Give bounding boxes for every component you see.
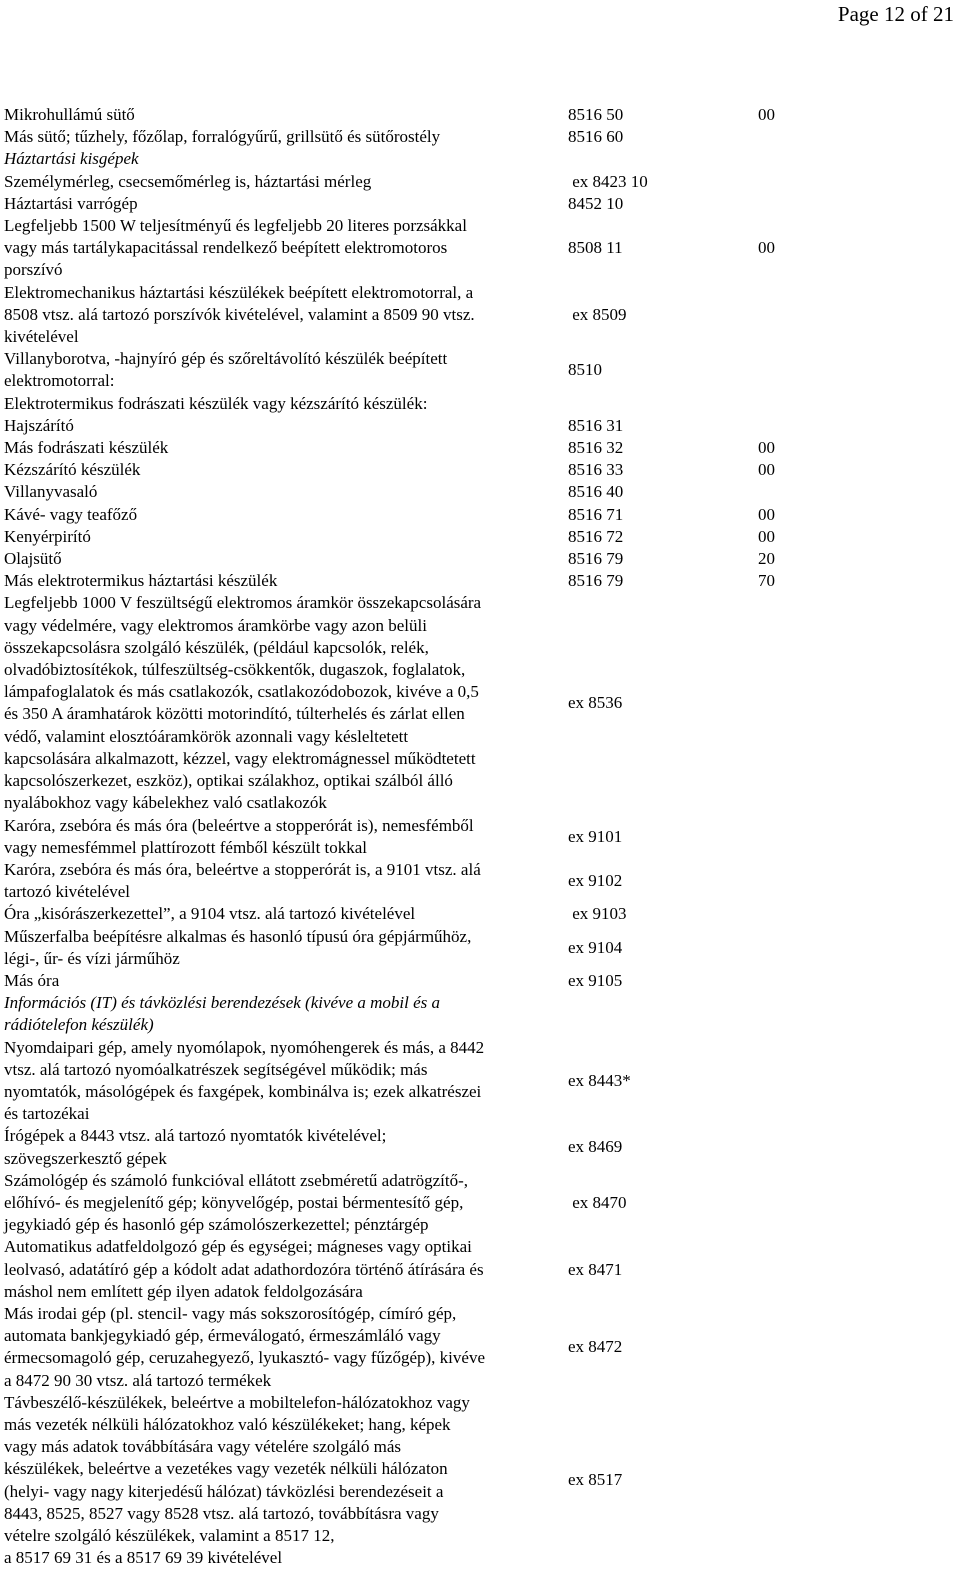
product-description xyxy=(4,393,566,415)
tariff-code: ex 9105 xyxy=(568,970,623,990)
product-description xyxy=(4,126,566,148)
tariff-code: ex 9101 xyxy=(568,826,623,846)
section-heading xyxy=(4,148,566,170)
subheading-code: 00 xyxy=(758,460,775,480)
description-line: Műszerfalba beépítésre alkalmas és hasonló típusú óra gépjárműhöz, xyxy=(4,926,472,946)
tariff-code: 8516 31 xyxy=(568,415,624,435)
tariff-code: ex 8472 xyxy=(568,1337,623,1357)
product-description xyxy=(4,526,566,548)
product-description xyxy=(4,1236,566,1303)
table-row xyxy=(4,126,960,148)
tariff-code: 8516 32 xyxy=(568,438,624,458)
table-row xyxy=(4,1236,960,1303)
description-line: Elektrotermikus fodrászati készülék vagy kézszárító készülék: xyxy=(4,393,428,413)
description-line: előhívó- és megjelenítő gép; könyvelőgép, postai bérmentesítő gép, xyxy=(4,1192,464,1212)
product-description xyxy=(4,815,566,859)
table-row xyxy=(4,459,960,481)
table-row xyxy=(4,215,960,282)
table-row xyxy=(4,1125,960,1169)
table-row xyxy=(4,1037,960,1126)
tariff-code: 8508 11 xyxy=(568,238,623,258)
tariff-code: 8516 40 xyxy=(568,482,624,502)
description-line: 8443, 8525, 8527 vagy 8528 vtsz. alá tartozó, továbbításra vagy xyxy=(4,1503,439,1523)
tariff-code: ex 8423 10 xyxy=(568,171,648,191)
description-line: olvadóbiztosítékok, túlfeszültség-csökkentők, dugaszok, foglalatok, xyxy=(4,660,466,680)
description-line: Mikrohullámú sütő xyxy=(4,105,135,124)
table-row xyxy=(4,504,960,526)
product-description xyxy=(4,859,566,903)
table-row xyxy=(4,193,960,215)
description-line: Karóra, zsebóra és más óra, beleértve a stopperórát is, a 9101 vtsz. alá xyxy=(4,859,481,879)
description-line: Más elektrotermikus háztartási készülék xyxy=(4,571,278,591)
table-row xyxy=(4,148,960,170)
description-line: védő, valamint elosztóáramkörök azonnali vagy késleltetett xyxy=(4,726,409,746)
product-description xyxy=(4,1037,566,1126)
description-line: a 8517 69 31 és a 8517 69 39 kivételével xyxy=(4,1548,283,1568)
description-line: Más óra xyxy=(4,970,60,990)
table-row xyxy=(4,1303,960,1392)
description-line: Más sütő; tűzhely, főzőlap, forralógyűrű, grillsütő és sütőrostély xyxy=(4,127,441,147)
description-line: jegykiadó gép és hasonló gép számolószerkezettel; pénztárgép xyxy=(4,1215,429,1235)
subheading-code: 00 xyxy=(758,504,775,524)
description-line: 8508 vtsz. alá tartozó porszívók kivételével, valamint a 8509 90 vtsz. xyxy=(4,304,475,324)
table-row xyxy=(4,1392,960,1569)
description-line: Legfeljebb 1500 W teljesítményű és legfeljebb 20 literes porzsákkal xyxy=(4,216,467,236)
table-row xyxy=(4,171,960,193)
tariff-code: ex 8536 xyxy=(568,693,623,713)
description-line: porszívó xyxy=(4,260,63,280)
description-line: Távbeszélő-készülékek, beleértve a mobiltelefon-hálózatokhoz vagy xyxy=(4,1392,470,1412)
description-line: Óra „kisórászerkezettel”, a 9104 vtsz. alá tartozó kivételével xyxy=(4,904,416,924)
subheading-code: 20 xyxy=(758,549,775,569)
description-line: összekapcsolásra szolgáló készülék, (például kapcsolók, relék, xyxy=(4,637,429,657)
table-row xyxy=(4,348,960,392)
description-line: Automatikus adatfeldolgozó gép és egységei; mágneses vagy optikai xyxy=(4,1237,472,1257)
description-line: lámpafoglalatok és más csatlakozók, csatlakozódobozok, kivéve a 0,5 xyxy=(4,682,479,702)
product-description xyxy=(4,592,566,814)
tariff-code: 8516 33 xyxy=(568,460,624,480)
product-description xyxy=(4,504,566,526)
tariff-code: ex 8509 xyxy=(568,304,627,324)
tariff-code: ex 9104 xyxy=(568,937,623,957)
product-description xyxy=(4,282,566,349)
subheading-code: 70 xyxy=(758,571,775,591)
description-line: Kávé- vagy teafőző xyxy=(4,504,138,524)
table-row xyxy=(4,815,960,859)
description-line: szövegszerkesztő gépek xyxy=(4,1148,167,1168)
description-line: Személymérleg, csecsemőmérleg is, háztartási mérleg xyxy=(4,171,372,191)
tariff-code: 8516 72 xyxy=(568,526,624,546)
section-heading xyxy=(4,992,566,1036)
tariff-code: ex 8443* xyxy=(568,1070,631,1090)
description-line: tartozó kivételével xyxy=(4,882,131,902)
product-description xyxy=(4,1392,566,1569)
product-description xyxy=(4,104,566,126)
description-line: kapcsolószerkezet, eszköz), optikai szálakhoz, optikai szálból álló xyxy=(4,771,453,791)
table-row xyxy=(4,548,960,570)
description-line: vagy más adatok továbbítására vagy vételére szolgáló más xyxy=(4,1437,401,1457)
description-line: rádiótelefon készülék) xyxy=(4,1015,154,1035)
description-line: és 350 A áramhatárok közötti motorindító, túlterhelés és zárlat ellen xyxy=(4,704,465,724)
description-line: vagy nemesfémmel plattírozott fémből készült tokkal xyxy=(4,837,368,857)
description-line: Karóra, zsebóra és más óra (beleértve a stopperórát is), nemesfémből xyxy=(4,815,474,835)
tariff-code: 8516 50 xyxy=(568,105,624,124)
table-row xyxy=(4,903,960,925)
product-description xyxy=(4,415,566,437)
tariff-code: ex 8517 xyxy=(568,1470,623,1490)
description-line: máshol nem említett gép ilyen adatok feldolgozására xyxy=(4,1281,363,1301)
description-line: leolvasó, adatátíró gép a kódolt adat adathordozóra történő átírására és xyxy=(4,1259,484,1279)
table-row xyxy=(4,481,960,503)
description-line: Villanyborotva, -hajnyíró gép és szőreltávolító készülék beépített xyxy=(4,349,448,369)
description-line: Információs (IT) és távközlési berendezések (kivéve a mobil és a xyxy=(4,993,441,1013)
description-line: elektromotorral: xyxy=(4,371,115,391)
description-line: más vezeték nélküli hálózatokhoz való készülékeket; hang, képek xyxy=(4,1414,451,1434)
description-line: Más fodrászati készülék xyxy=(4,438,169,458)
product-description xyxy=(4,570,566,592)
description-line: vtsz. alá tartozó nyomóalkatrészek segítségével működik; más xyxy=(4,1059,428,1079)
description-line: Elektromechanikus háztartási készülékek beépített elektromotorral, a xyxy=(4,282,474,302)
product-description xyxy=(4,171,566,193)
subheading-code: 00 xyxy=(758,105,775,124)
product-description xyxy=(4,926,566,970)
description-line: Más irodai gép (pl. stencil- vagy más sokszorosítógép, címíró gép, xyxy=(4,1303,457,1323)
tariff-code: ex 8470 xyxy=(568,1192,627,1212)
description-line: Számológép és számoló funkcióval ellátott zsebméretű adatrögzítő-, xyxy=(4,1170,469,1190)
tariff-code: 8516 79 xyxy=(568,571,624,591)
description-line: Háztartási kisgépek xyxy=(4,149,139,169)
subheading-code: 00 xyxy=(758,438,775,458)
tariff-code: 8510 xyxy=(568,360,602,380)
description-line: Olajsütő xyxy=(4,549,62,569)
description-line: Kézszárító készülék xyxy=(4,460,141,480)
table-row xyxy=(4,859,960,903)
table-row xyxy=(4,415,960,437)
tariff-code: 8516 71 xyxy=(568,504,624,524)
tariff-table xyxy=(4,104,960,1569)
table-row xyxy=(4,1170,960,1237)
tariff-code: ex 9102 xyxy=(568,871,623,890)
product-description xyxy=(4,348,566,392)
product-description xyxy=(4,1303,566,1392)
table-row xyxy=(4,526,960,548)
product-description xyxy=(4,481,566,503)
description-line: Háztartási varrógép xyxy=(4,193,138,213)
tariff-code: 8516 79 xyxy=(568,549,624,569)
subheading-code: 00 xyxy=(758,526,775,546)
product-description xyxy=(4,1125,566,1169)
description-line: kivételével xyxy=(4,327,79,347)
table-row xyxy=(4,970,960,992)
description-line: a 8472 90 30 vtsz. alá tartozó termékek xyxy=(4,1370,272,1390)
product-description xyxy=(4,437,566,459)
description-line: (helyi- vagy nagy kiterjedésű hálózat) távközlési berendezéseit a xyxy=(4,1481,444,1501)
product-description xyxy=(4,193,566,215)
description-line: légi-, űr- és vízi járműhöz xyxy=(4,948,180,968)
table-row xyxy=(4,570,960,592)
table-row xyxy=(4,437,960,459)
description-line: kapcsolására alkalmazott, kézzel, vagy elektromágnessel működtetett xyxy=(4,748,476,768)
description-line: vagy más tartálykapacitással rendelkező beépített elektromotoros xyxy=(4,238,448,258)
table-row xyxy=(4,592,960,814)
description-line: vételre szolgáló készülékek, valamint a 8517 12, xyxy=(4,1526,335,1545)
description-line: Villanyvasaló xyxy=(4,482,98,502)
tariff-code: ex 8471 xyxy=(568,1259,623,1279)
product-description xyxy=(4,215,566,282)
subheading-code: 00 xyxy=(758,238,775,258)
product-description xyxy=(4,459,566,481)
page-number-label: Page 12 of 21 xyxy=(837,2,954,26)
description-line: vagy védelmére, vagy elektromos áramkörbe vagy azon belüli xyxy=(4,615,427,635)
table-row xyxy=(4,992,960,1036)
description-line: készülékek, beleértve a vezetékes vagy vezeték nélküli hálózaton xyxy=(4,1459,448,1479)
description-line: és tartozékai xyxy=(4,1104,90,1124)
description-line: Hajszárító xyxy=(4,415,74,435)
product-description xyxy=(4,548,566,570)
tariff-code: 8452 10 xyxy=(568,193,624,213)
tariff-code: ex 8469 xyxy=(568,1137,623,1157)
tariff-code: 8516 60 xyxy=(568,127,624,147)
description-line: érmecsomagoló gép, ceruzahegyező, lyukasztó- vagy fűzőgép), kivéve xyxy=(4,1348,485,1368)
description-line: Írógépek a 8443 vtsz. alá tartozó nyomtatók kivételével; xyxy=(4,1126,387,1146)
product-description xyxy=(4,1170,566,1237)
table-row xyxy=(4,926,960,970)
product-description xyxy=(4,903,566,925)
description-line: Kenyérpirító xyxy=(4,526,91,546)
description-line: Nyomdaipari gép, amely nyomólapok, nyomóhengerek és más, a 8442 xyxy=(4,1037,485,1057)
table-row xyxy=(4,393,960,415)
description-line: nyomtatók, másológépek és faxgépek, kombinálva is; ezek alkatrészei xyxy=(4,1081,482,1101)
description-line: Legfeljebb 1000 V feszültségű elektromos áramkör összekapcsolására xyxy=(4,593,482,613)
description-line: nyalábokhoz vagy kábelekhez való csatlakozók xyxy=(4,793,327,813)
description-line: automata bankjegykiadó gép, érmeválogató, érmeszámláló vagy xyxy=(4,1326,441,1346)
tariff-code: ex 9103 xyxy=(568,904,627,924)
table-row xyxy=(4,104,960,126)
product-description xyxy=(4,970,566,992)
table-row xyxy=(4,282,960,349)
